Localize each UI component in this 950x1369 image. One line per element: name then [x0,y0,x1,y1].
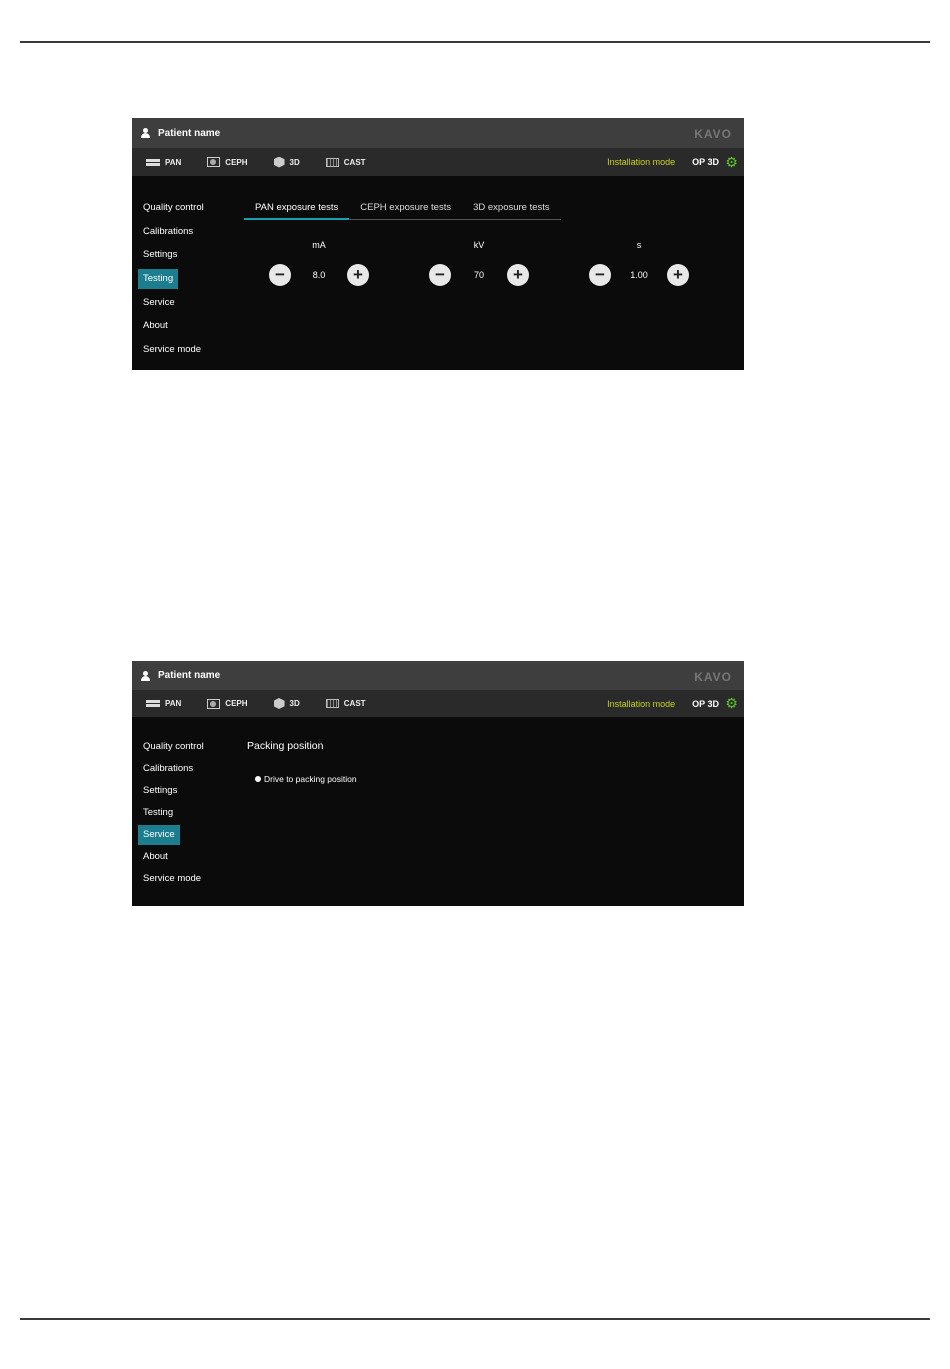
service-screen [132,661,744,906]
kv-value: 70 [473,270,484,280]
person-icon [140,128,150,138]
kv-decrease-button[interactable]: − [429,264,451,286]
tab-3d-exposure-tests[interactable]: 3D exposure tests [473,202,550,213]
packing-position-title: Packing position [247,740,324,752]
mode-label: CAST [343,157,366,167]
person-icon [140,671,150,681]
action-label: Drive to packing position [264,774,357,784]
sidebar-item-service-mode[interactable]: Service mode [143,344,202,356]
sidebar-item-testing[interactable]: Testing [143,807,174,818]
title-bar [132,118,744,148]
mode-cast[interactable] [326,699,366,708]
sidebar-item-quality-control[interactable]: Quality control [143,202,204,213]
sidebar-item-settings[interactable]: Settings [143,249,178,261]
mode-bar [132,148,744,176]
mode-label: PAN [165,699,182,708]
mode-label: CEPH [225,699,248,708]
mode-ceph[interactable] [207,699,247,709]
mode-label: CAST [343,699,366,708]
mode-cast[interactable] [326,158,366,167]
patient-area[interactable] [140,661,220,690]
brand-logo: KAVO [694,127,732,141]
mode-3d[interactable] [274,157,300,168]
mode-label: 3D [289,157,300,167]
mode-label: CEPH [225,157,248,167]
sidebar-item-service[interactable]: Service [138,825,180,845]
pan-icon [146,159,160,166]
s-label: s [636,240,642,250]
patient-name: Patient name [158,670,221,681]
installation-mode-label: Installation mode [607,698,676,709]
sidebar-item-calibrations[interactable]: Calibrations [143,763,194,774]
top-rule [20,41,930,43]
patient-name: Patient name [158,127,221,139]
patient-area[interactable] [140,118,220,148]
gear-icon[interactable]: ⚙ [725,695,738,711]
device-name: OP 3D [692,157,719,167]
gear-icon[interactable]: ⚙ [725,153,738,170]
ma-label: mA [312,240,326,250]
mode-3d[interactable] [274,698,300,709]
testing-screen [132,118,744,370]
title-bar [132,661,744,690]
exposure-tabs [244,200,561,220]
cube-icon [274,157,285,168]
s-value: 1.00 [630,270,648,280]
ceph-icon [207,157,220,167]
mode-pan[interactable] [146,158,181,167]
sidebar-item-about[interactable]: About [143,320,168,332]
cube-icon [274,698,285,709]
device-name: OP 3D [692,698,719,709]
sidebar-item-about[interactable]: About [143,851,168,862]
sidebar-item-settings[interactable]: Settings [143,785,178,796]
s-increase-button[interactable]: + [667,264,689,286]
cast-icon [326,158,339,167]
installation-mode-label: Installation mode [607,157,676,167]
drive-to-packing-position-button[interactable] [255,774,357,784]
ma-decrease-button[interactable]: − [269,264,291,286]
kv-increase-button[interactable]: + [507,264,529,286]
sidebar [138,198,209,364]
mode-ceph[interactable] [207,157,247,167]
kv-stepper [429,240,529,286]
bullet-icon [255,776,261,782]
mode-label: 3D [289,699,300,708]
sidebar-item-service-mode[interactable]: Service mode [143,873,202,884]
cast-icon [326,699,339,708]
mode-label: PAN [165,157,182,167]
sidebar-item-calibrations[interactable]: Calibrations [143,225,194,237]
tab-ceph-exposure-tests[interactable]: CEPH exposure tests [360,202,452,213]
bottom-rule [20,1318,930,1320]
mode-pan[interactable] [146,699,181,708]
sidebar-item-quality-control[interactable]: Quality control [143,741,204,752]
pan-icon [146,700,160,707]
ma-increase-button[interactable]: + [347,264,369,286]
ma-stepper [269,240,369,286]
ma-value: 8.0 [312,270,326,280]
sidebar-item-testing[interactable]: Testing [138,269,178,289]
kv-label: kV [473,240,485,250]
s-decrease-button[interactable]: − [589,264,611,286]
sidebar-item-service[interactable]: Service [143,296,175,308]
brand-logo: KAVO [694,670,732,684]
s-stepper [589,240,689,286]
sidebar [138,737,209,891]
ceph-icon [207,699,220,709]
tab-pan-exposure-tests[interactable]: PAN exposure tests [244,200,349,220]
mode-bar [132,690,744,717]
